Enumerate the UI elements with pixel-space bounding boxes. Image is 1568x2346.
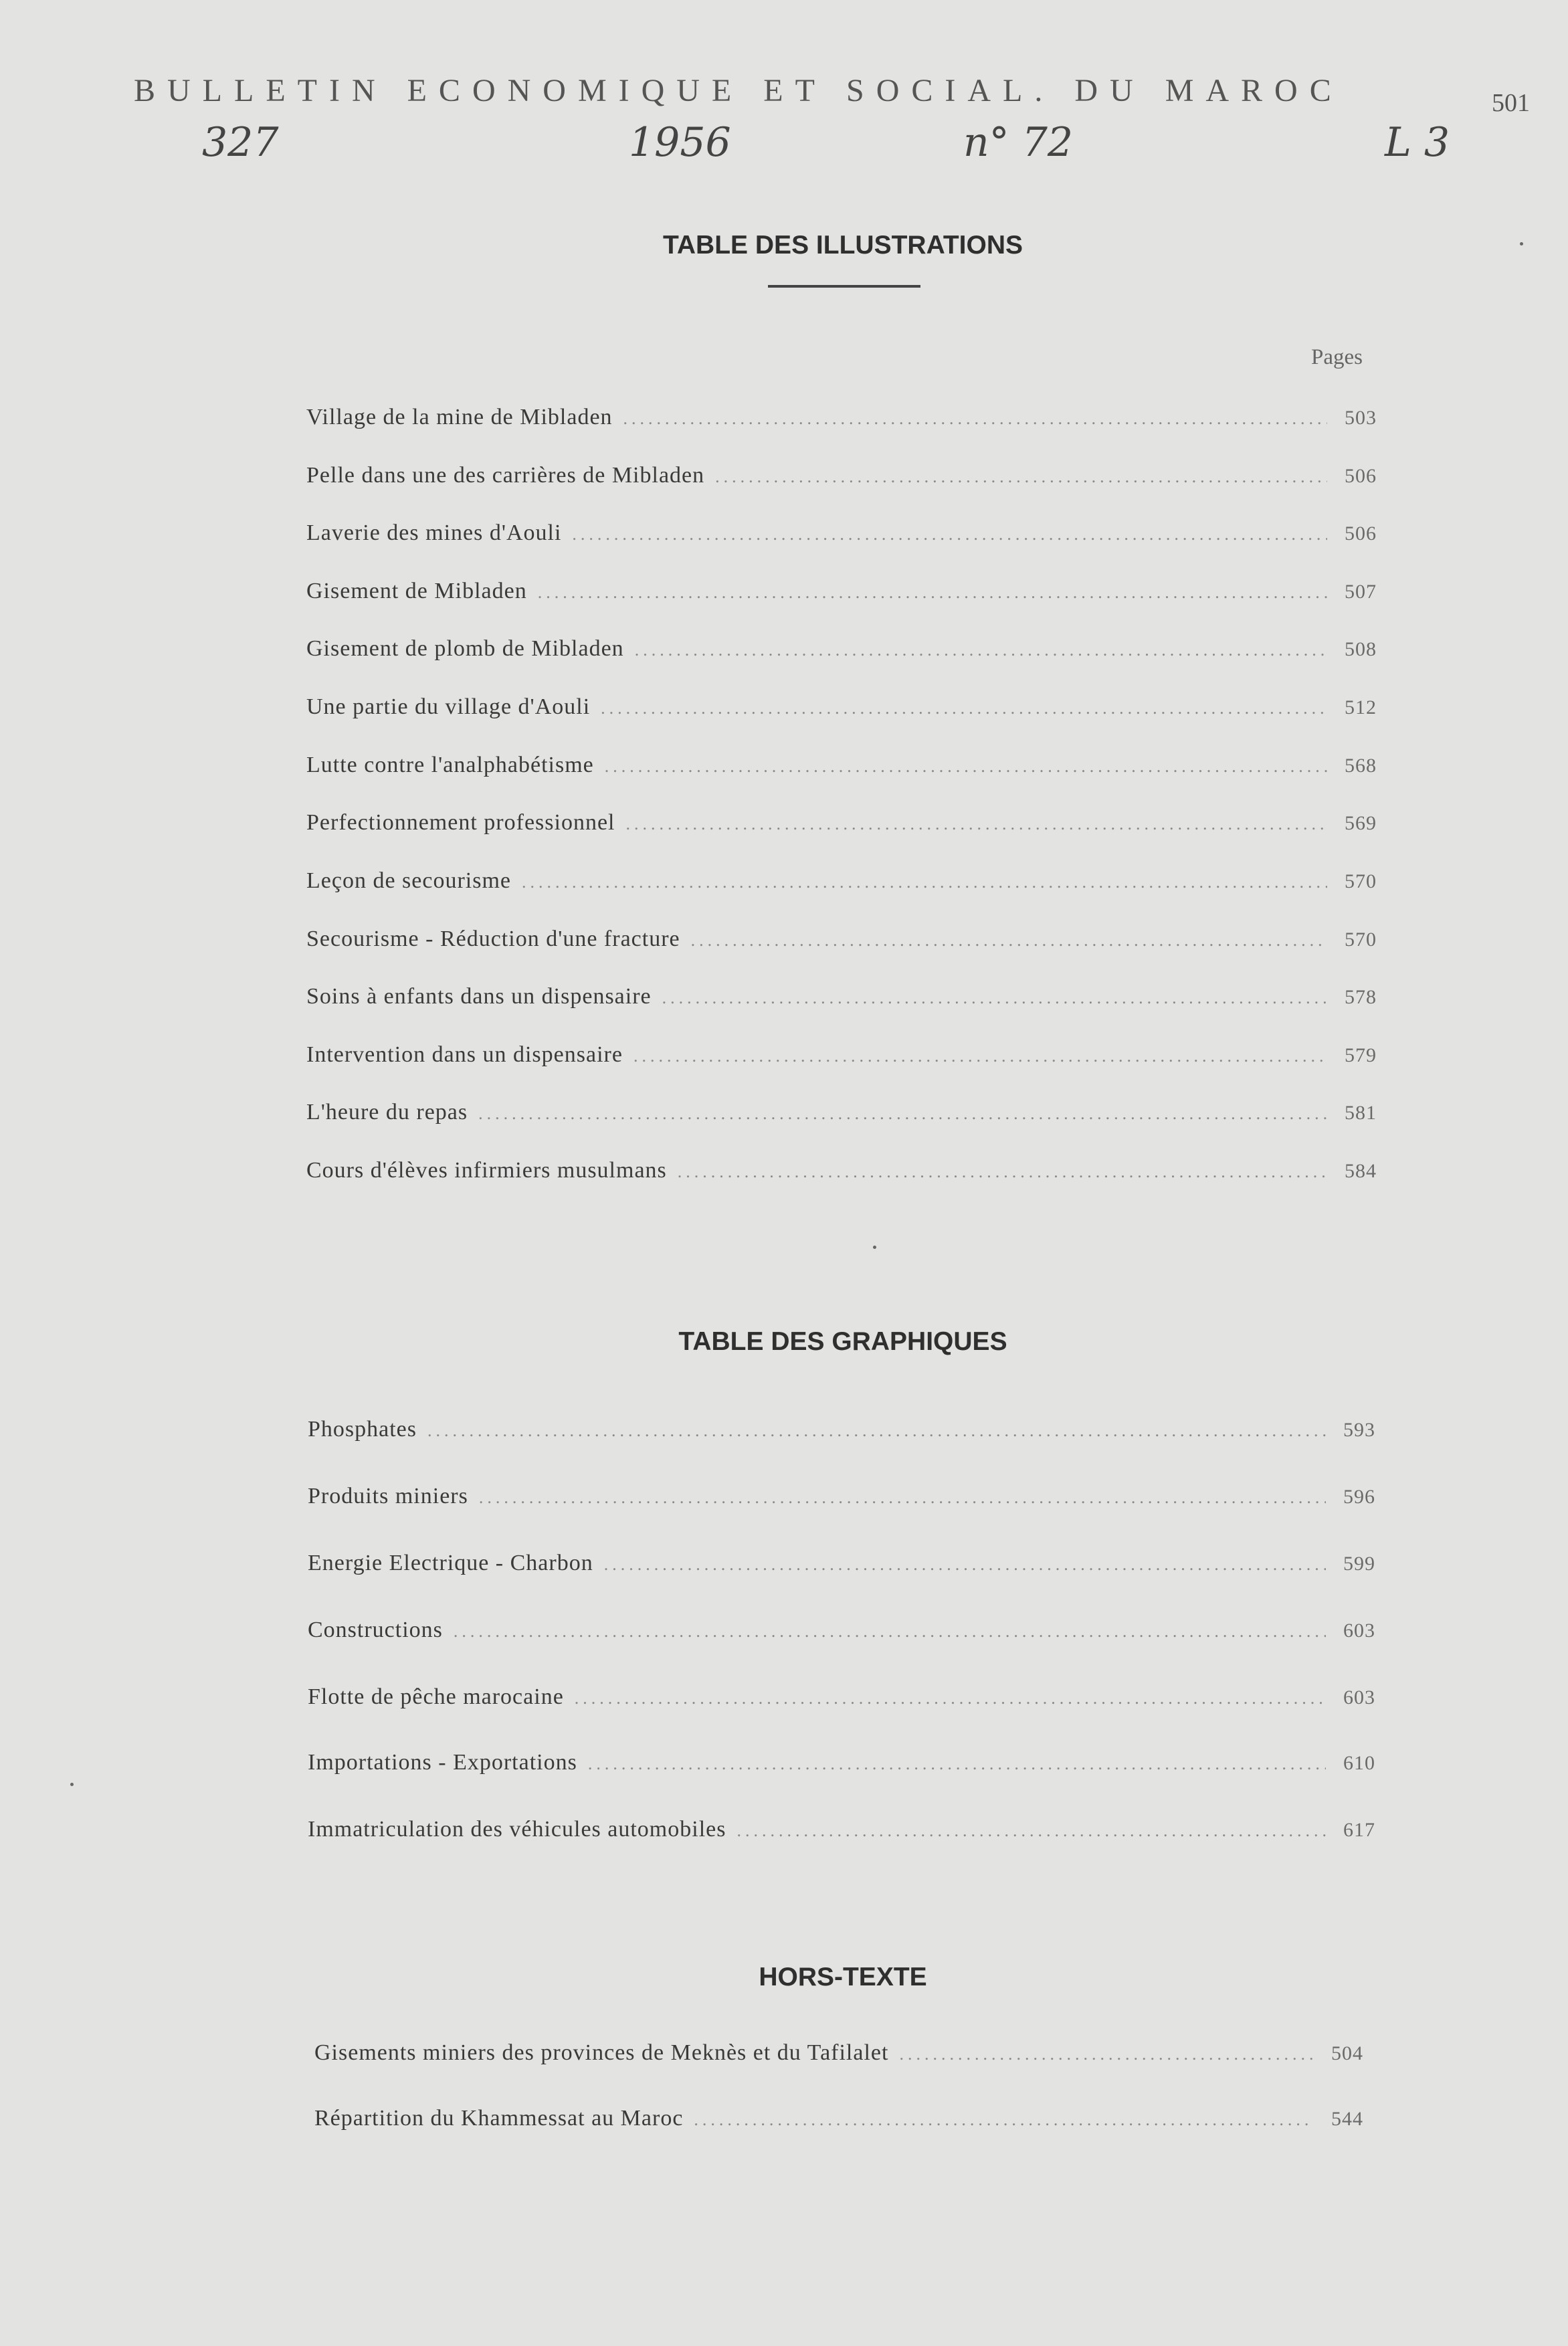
toc-entry-page: 578 [1345,986,1377,1008]
pages-column-header: Pages [1311,345,1363,369]
toc-entry-label: Constructions [308,1618,443,1642]
toc-entry-page: 570 [1345,870,1377,892]
toc-entry-page: 617 [1343,1819,1375,1841]
toc-entry-page: 544 [1331,2108,1363,2130]
toc-entry [308,1684,1375,1710]
toc-entry-page: 503 [1345,407,1377,429]
toc-entry-label: Phosphates [308,1417,417,1442]
toc-entry [306,463,1377,488]
running-head: BULLETIN ECONOMIQUE ET SOCIAL. DU MAROC [134,73,1343,108]
toc-entry [308,1551,1375,1576]
leader-dots [623,409,1327,429]
handwritten-note: 1956 [629,119,731,166]
toc-entry [308,1817,1375,1842]
toc-entry-page: 603 [1343,1620,1375,1642]
page-number: 501 [1492,89,1530,117]
leader-dots [691,931,1327,951]
toc-entry-page: 599 [1343,1553,1375,1575]
leader-dots [604,1555,1326,1575]
leader-dots [522,872,1327,892]
toc-entry-label: Cours d'élèves infirmiers musulmans [306,1158,667,1183]
toc-entry-page: 504 [1331,2042,1363,2064]
section-title-illustrations: TABLE DES ILLUSTRATIONS [662,231,1023,260]
scan-speck [873,1246,876,1249]
leader-dots [678,1162,1327,1182]
toc-entry [306,694,1377,720]
leader-dots [454,1622,1326,1642]
leader-dots [538,583,1327,603]
leader-dots [662,988,1327,1008]
toc-entry-page: 596 [1343,1486,1375,1508]
handwritten-note: L 3 [1385,119,1450,166]
toc-entry-page: 508 [1345,638,1377,660]
toc-entry [306,1158,1377,1183]
toc-entry [306,984,1377,1009]
toc-entry-label: Importations - Exportations [308,1750,577,1775]
toc-entry-page: 603 [1343,1686,1375,1708]
toc-entry-label: Immatriculation des véhicules automobiles [308,1817,726,1842]
toc-entry [308,1484,1375,1509]
toc-entry-label: Gisements miniers des provinces de Meknès et du Tafilalet [314,2040,889,2065]
toc-entry-label: Pelle dans une des carrières de Mibladen [306,463,705,488]
toc-entry [314,2106,1363,2131]
leader-dots [478,1104,1327,1124]
toc-entry-page: 570 [1345,928,1377,951]
toc-entry [306,579,1377,604]
toc-entry-label: Répartition du Khammessat au Maroc [314,2106,684,2131]
toc-entry [306,405,1377,430]
toc-entry-page: 507 [1345,581,1377,603]
section-title-hors-texte: HORS-TEXTE [759,1963,927,1991]
leader-dots [601,698,1327,718]
toc-entry-page: 593 [1343,1419,1375,1441]
toc-entry-label: Gisement de plomb de Mibladen [306,636,624,661]
toc-entry-page: 568 [1345,755,1377,777]
leader-dots [588,1754,1326,1774]
section-title-graphiques: TABLE DES GRAPHIQUES [678,1327,1007,1356]
leader-dots [572,524,1327,545]
toc-entry-page: 506 [1345,522,1377,545]
scan-speck [70,1783,74,1786]
toc-entry-label: Laverie des mines d'Aouli [306,520,562,545]
leader-dots [715,467,1327,487]
toc-entry [314,2040,1363,2066]
toc-entry [308,1618,1375,1643]
leader-dots [694,2110,1314,2130]
toc-entry [306,1042,1377,1068]
leader-dots [633,1046,1327,1066]
toc-entry-label: Une partie du village d'Aouli [306,694,591,719]
leader-dots [427,1421,1326,1441]
toc-entry-label: Perfectionnement professionnel [306,810,615,835]
leader-dots [575,1688,1326,1708]
toc-entry [306,810,1377,836]
toc-entry [306,753,1377,778]
leader-dots [479,1488,1326,1508]
toc-entry-page: 512 [1345,696,1377,718]
handwritten-note: n° 72 [963,119,1074,166]
leader-dots [737,1821,1326,1841]
toc-entry-page: 569 [1345,812,1377,834]
toc-entry-label: Lutte contre l'analphabétisme [306,753,594,777]
scan-speck [1520,242,1523,246]
toc-entry [306,636,1377,662]
leader-dots [635,640,1327,660]
toc-entry [306,1100,1377,1125]
toc-entry-page: 584 [1345,1160,1377,1182]
toc-entry-label: Secourisme - Réduction d'une fracture [306,926,680,951]
toc-entry-label: Leçon de secourisme [306,868,511,893]
toc-entry-page: 610 [1343,1752,1375,1774]
toc-entry [306,520,1377,546]
toc-entry [308,1750,1375,1775]
toc-entry-label: Gisement de Mibladen [306,579,527,603]
toc-entry-label: Flotte de pêche marocaine [308,1684,564,1709]
toc-entry [308,1417,1375,1442]
title-underline [768,285,920,288]
toc-entry-label: Energie Electrique - Charbon [308,1551,593,1575]
toc-entry-label: Soins à enfants dans un dispensaire [306,984,652,1009]
toc-entry [306,868,1377,894]
toc-entry [306,926,1377,952]
toc-entry-page: 579 [1345,1044,1377,1066]
leader-dots [605,757,1327,777]
toc-entry-label: Produits miniers [308,1484,468,1508]
toc-entry-label: Intervention dans un dispensaire [306,1042,623,1067]
toc-entry-label: L'heure du repas [306,1100,468,1125]
toc-entry-page: 581 [1345,1102,1377,1124]
toc-entry-page: 506 [1345,465,1377,487]
toc-entry-label: Village de la mine de Mibladen [306,405,613,429]
leader-dots [899,2044,1314,2064]
leader-dots [625,814,1327,834]
handwritten-note: 327 [202,119,279,166]
